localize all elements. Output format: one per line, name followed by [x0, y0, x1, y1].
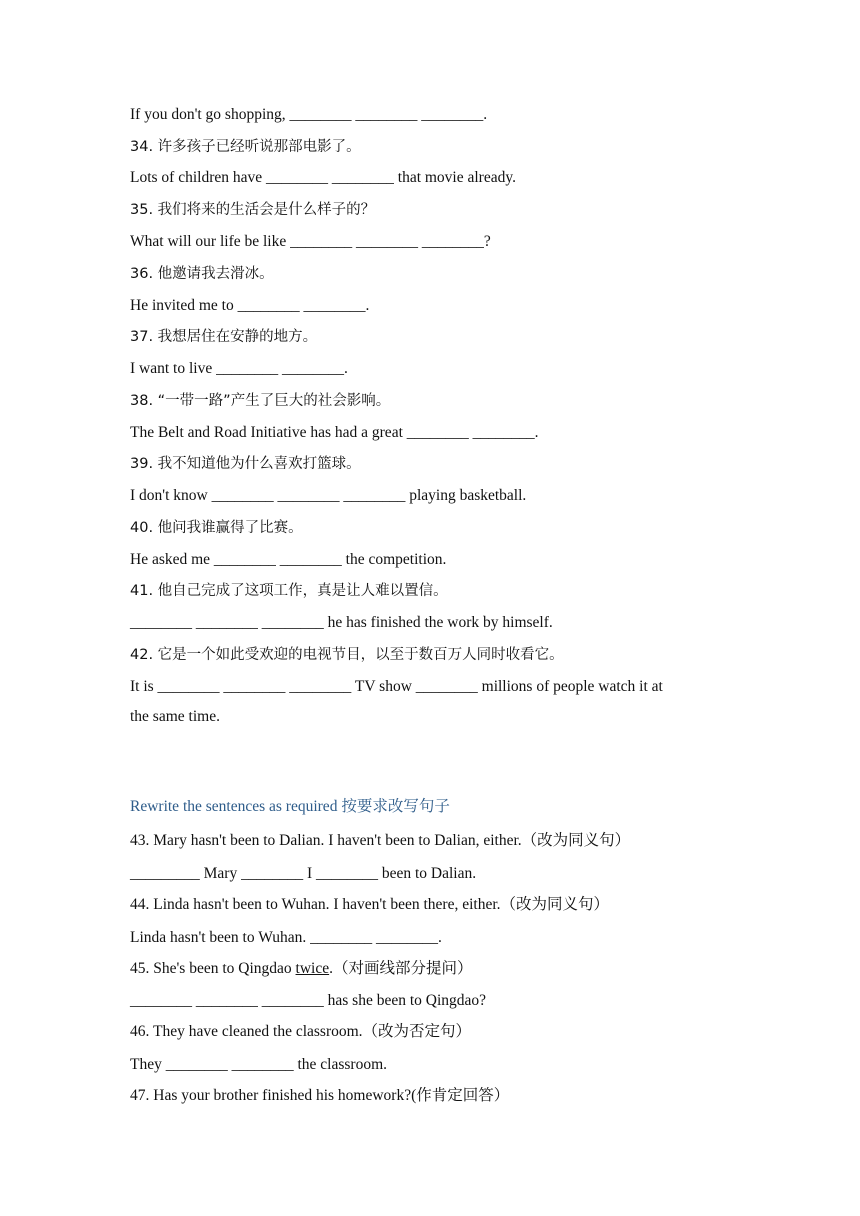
item-40-prompt: 40. 他问我谁赢得了比赛。 [130, 520, 303, 536]
item-34-answer: Lots of children have ________ ________ that movie already. [130, 169, 516, 186]
item-33-answer: If you don't go shopping, ________ ________ ________. [130, 106, 488, 123]
item-46-question: 46. They have cleaned the classroom.（改为否定句） [130, 1023, 472, 1040]
item-43-answer: _________ Mary ________ I ________ been to Dalian. [130, 865, 477, 882]
item-35-answer: What will our life be like ________ ________ ________? [130, 233, 491, 250]
item-41-prompt: 41. 他自己完成了这项工作，真是让人难以置信。 [130, 583, 448, 599]
item-46-answer: They ________ ________ the classroom. [130, 1056, 388, 1073]
item-40-answer: He asked me ________ ________ the competition. [130, 551, 447, 568]
item-43-question: 43. Mary hasn't been to Dalian. I haven't been to Dalian, either.（改为同义句） [130, 832, 631, 849]
item-41-answer: ________ ________ ________ he has finished the work by himself. [130, 614, 553, 631]
item-35-prompt: 35. 我们将来的生活会是什么样子的？ [130, 202, 376, 218]
item-38-answer: The Belt and Road Initiative has had a great ________ ________. [130, 424, 539, 441]
item-37-answer: I want to live ________ ________. [130, 360, 348, 377]
item-45-question-start: 45. She's been to Qingdao [130, 960, 296, 977]
item-36-prompt: 36. 他邀请我去滑冰。 [130, 266, 274, 282]
item-39-answer: I don't know ________ ________ ________ playing basketball. [130, 487, 527, 504]
item-39-prompt: 39. 我不知道他为什么喜欢打篮球。 [130, 456, 361, 472]
item-47-question: 47. Has your brother finished his homework?(作肯定回答） [130, 1087, 510, 1104]
item-42-prompt: 42. 它是一个如此受欢迎的电视节目，以至于数百万人同时收看它。 [130, 647, 564, 663]
item-34-prompt: 34. 许多孩子已经听说那部电影了。 [130, 139, 361, 155]
item-45-question-end: .（对画线部分提问） [329, 960, 473, 977]
item-38-prompt: 38. “一带一路”产生了巨大的社会影响。 [130, 393, 391, 409]
item-45-answer: ________ ________ ________ has she been to Qingdao? [130, 992, 487, 1009]
item-45-question [130, 959, 473, 979]
item-45-underlined-word: twice [295, 960, 330, 977]
item-42-answer-continued: the same time. [130, 708, 220, 725]
item-37-prompt: 37. 我想居住在安静的地方。 [130, 329, 318, 345]
item-42-answer: It is ________ ________ ________ TV show ________ millions of people watch it at [130, 678, 663, 695]
item-44-question: 44. Linda hasn't been to Wuhan. I haven't been there, either.（改为同义句） [130, 896, 610, 913]
item-44-answer: Linda hasn't been to Wuhan. ________ ________. [130, 929, 442, 946]
section-heading: Rewrite the sentences as required 按要求改写句子 [130, 798, 450, 815]
item-36-answer: He invited me to ________ ________. [130, 297, 370, 314]
